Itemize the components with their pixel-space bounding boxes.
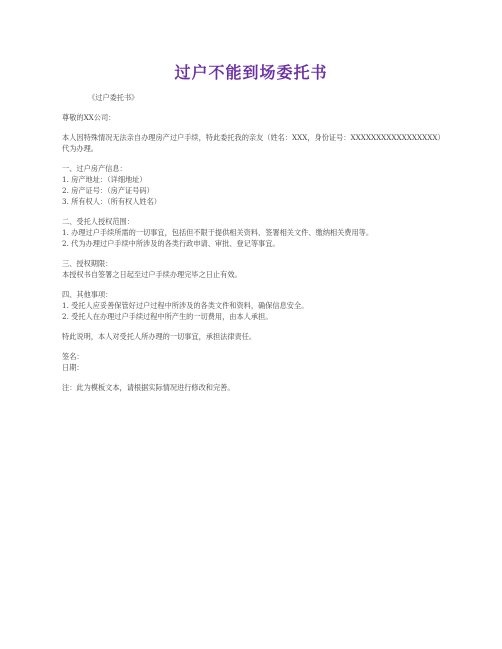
section-item: 2. 受托人在办理过户手续过程中所产生的一切费用，由本人承担。 [62, 312, 273, 321]
section-item: 1. 房产地址：（详细地址） [62, 175, 147, 184]
section-heading: 三、授权期限： [62, 259, 113, 268]
section-heading: 一、过户房产信息： [62, 164, 127, 173]
section-item: 3. 所有权人：（所有权人姓名） [62, 197, 161, 206]
section-item: 1. 办理过户手续所需的一切事宜，包括但不限于提供相关资料、签署相关文件、缴纳相关费用等。 [62, 228, 374, 237]
greeting: 尊敬的XX公司： [62, 113, 116, 122]
section-item: 1. 受托人应妥善保管好过户过程中所涉及的各类文件和资料，确保信息安全。 [62, 301, 309, 310]
intro-paragraph: 本人因特殊情况无法亲自办理房产过户手续，特此委托我的亲友（姓名：XXX，身份证号：XXXXXXXXXXXXXXXXX）代为办理。 [62, 133, 442, 153]
signature-label: 签名： [62, 352, 84, 361]
section-heading: 二、受托人授权范围： [62, 217, 134, 226]
section-item: 2. 房产证号：（房产证号码） [62, 186, 154, 195]
section-heading: 四、其他事项： [62, 290, 113, 299]
section-item: 本授权书自签署之日起至过户手续办理完毕之日止有效。 [62, 270, 242, 279]
document-subtitle: 《过户委托书》 [88, 93, 139, 102]
section-item: 2. 代为办理过户手续中所涉及的各类行政申请、审批、登记等事宜。 [62, 239, 280, 248]
document-title: 过户不能到场委托书 [174, 63, 328, 82]
date-label: 日期： [62, 363, 84, 372]
document-body [62, 92, 444, 393]
declaration: 特此说明，本人对受托人所办理的一切事宜，承担法律责任。 [62, 332, 257, 341]
template-note: 注：此为模板文本，请根据实际情况进行修改和完善。 [62, 383, 235, 392]
